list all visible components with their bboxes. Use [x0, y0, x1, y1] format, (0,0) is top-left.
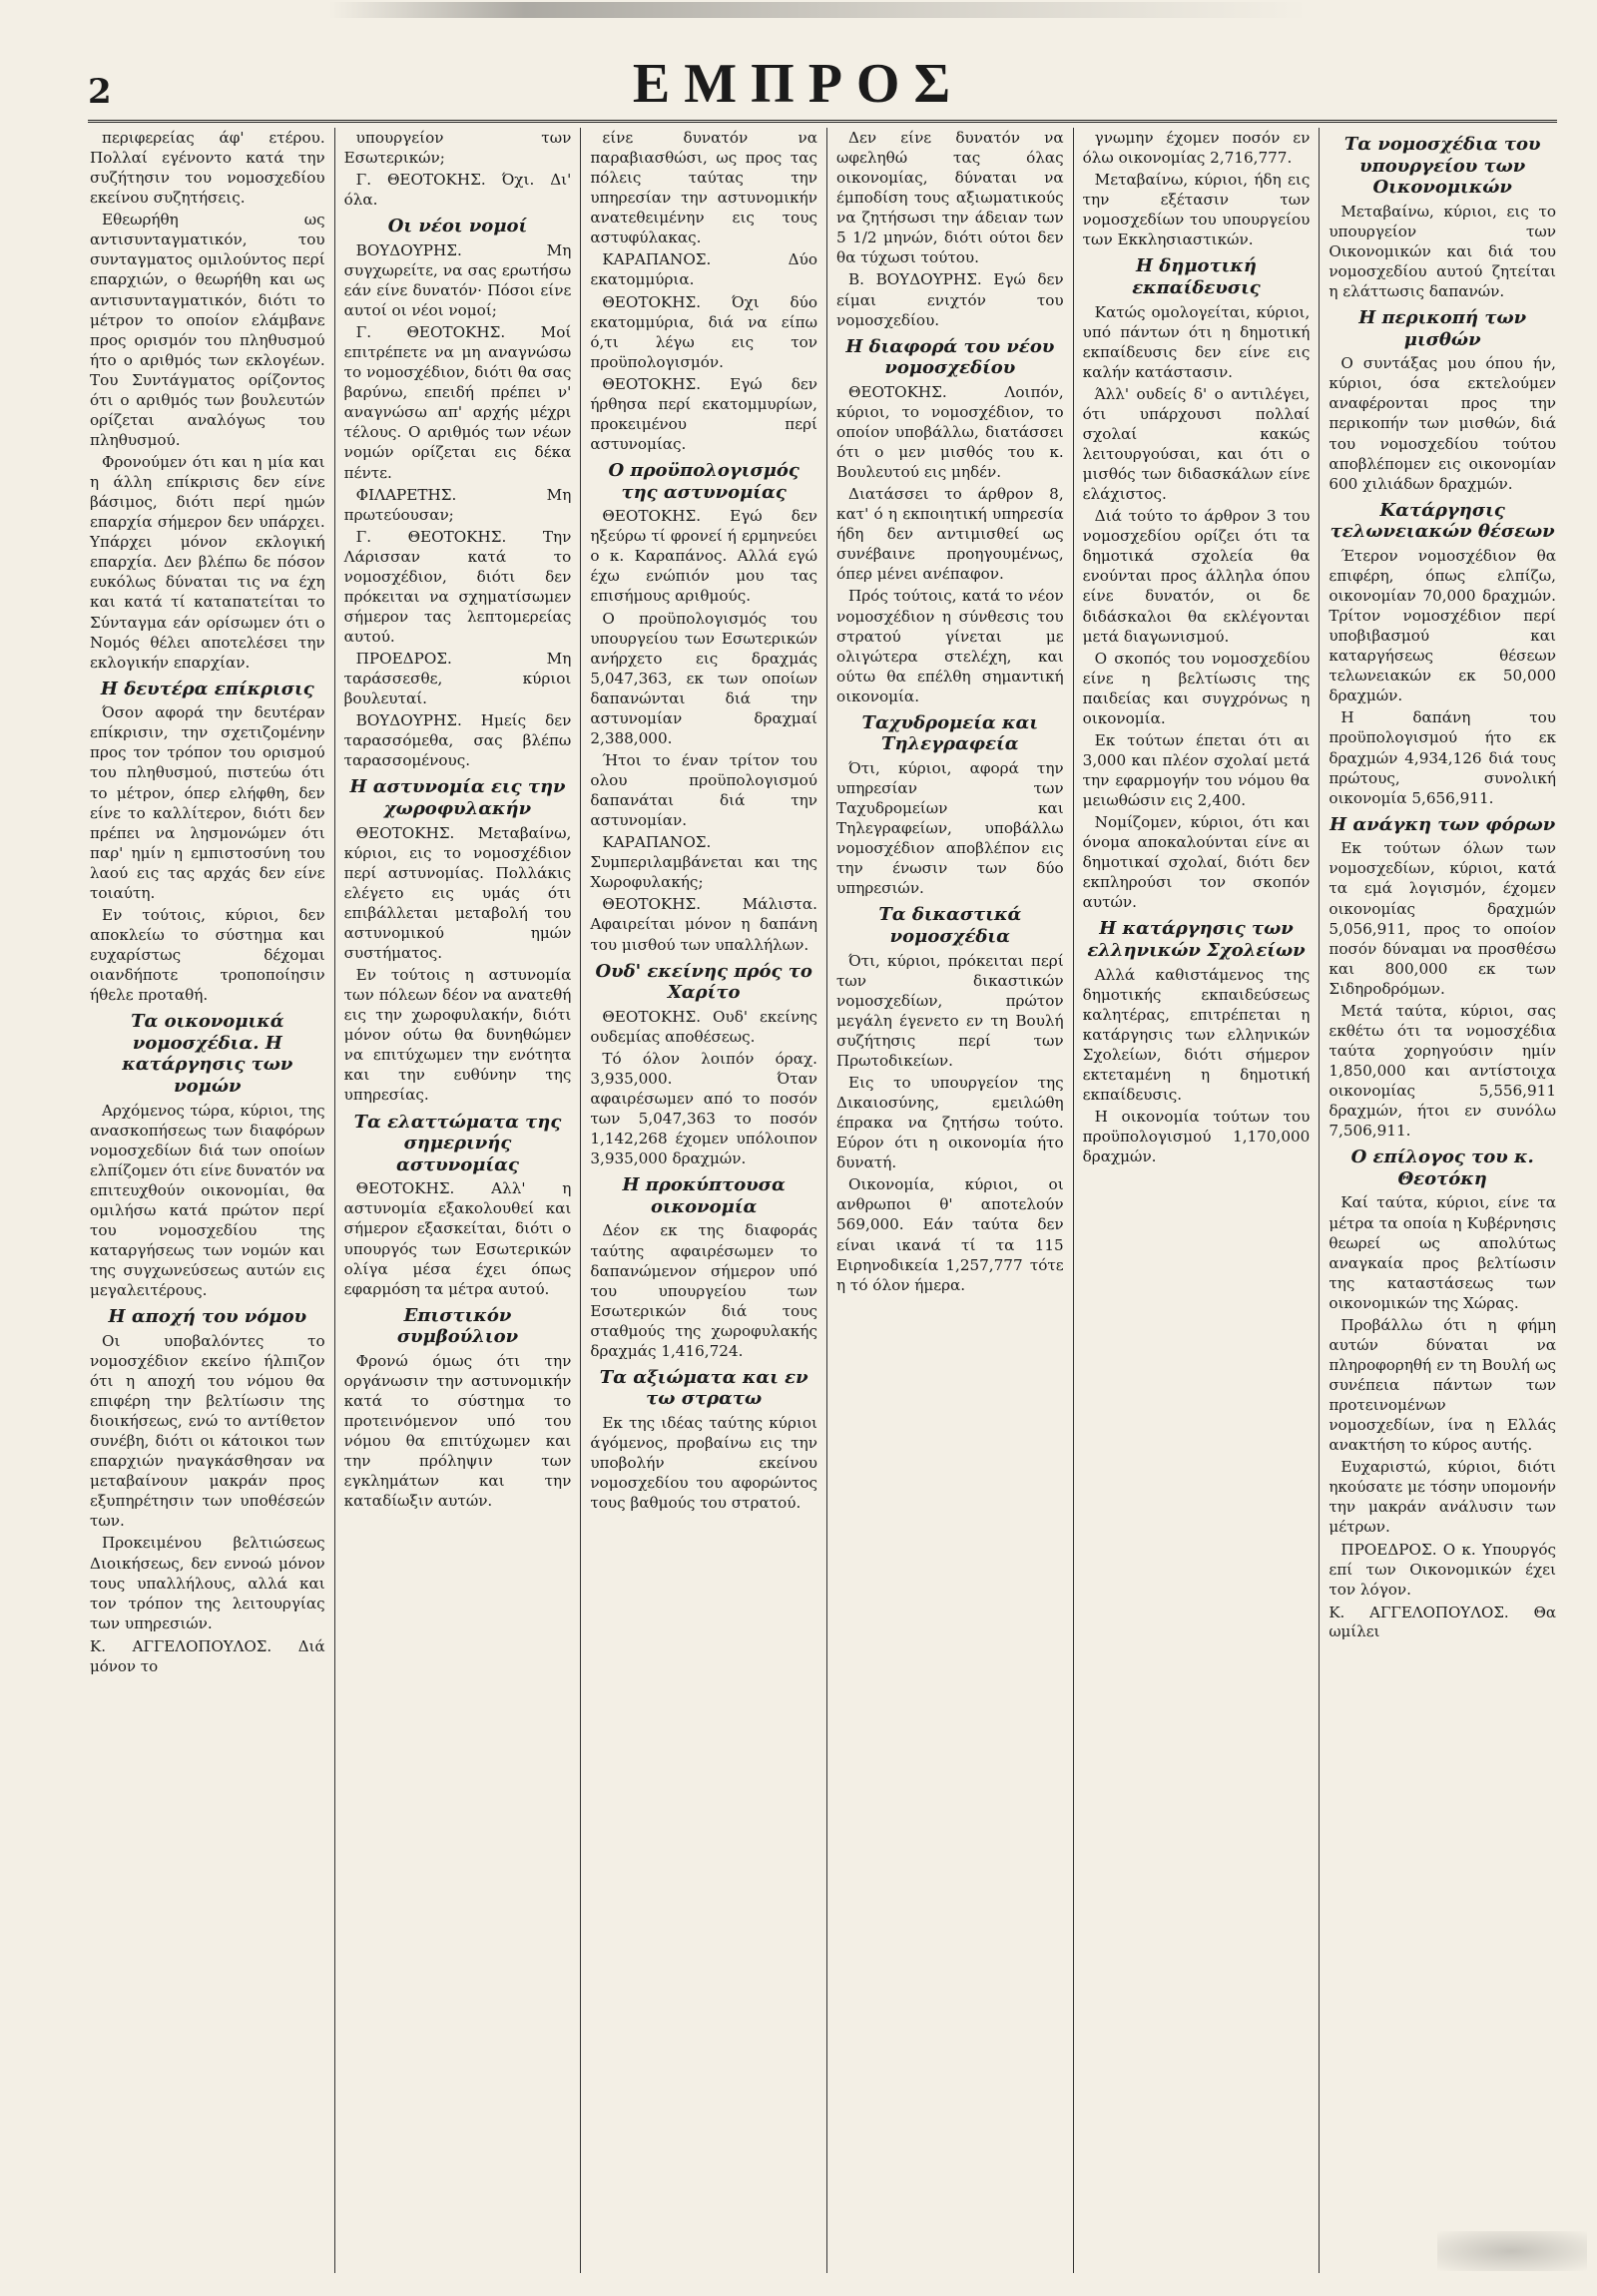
section-heading: Ταχυδρομεία και Τηλεγραφεία: [861, 711, 1039, 755]
article-paragraph: Προκειμένου βελτιώσεως Διοικήσεως, δεν εννοώ μόνον τους υπαλλήλους, αλλά και τον τρόπον της λειτουργίας των υπηρεσιών.: [90, 1534, 325, 1632]
article-paragraph: ΚΑΡΑΠΑΝΟΣ. Συμπεριλαμβάνεται και της Χωροφυλακής;: [590, 833, 817, 892]
article-paragraph: Οι υποβαλόντες το νομοσχέδιον εκείνο ήλπιζον ότι η αποχή του νόμου θα επιφέρη την βελτίωσιν της διοικήσεως, ενώ το αντίθετον συνέβη, διότι οι κάτοικοι των επαρχιών ηναγκάσθησαν να μεταβαίνουν μακράν προς εξυπηρέτησιν των υποθέσεών των.: [90, 1331, 325, 1531]
masthead: ΕΜΠΡΟΣ: [632, 53, 965, 115]
article-paragraph: υπουργείον των Εσωτερικών;: [343, 129, 572, 168]
article-paragraph: Αλλά καθιστάμενος της δημοτικής εκπαιδεύσεως καλητέρας, επιτρέπεται η κατάργησις των ελληνικών Σχολείων, διότι σήμερον εκτεταμένη η δημοτική εκπαίδευσις.: [1082, 965, 1311, 1104]
section-heading: Η προκύπτουσα οικονομία: [622, 1174, 786, 1217]
article-paragraph: ΘΕΟΤΟΚΗΣ. Όχι δύο εκατομμύρια, διά να είπω ό,τι λέγω εις τον προϋπολογισμόν.: [590, 292, 817, 371]
article-paragraph: Ο προϋπολογισμός του υπουργείου των Εσωτερικών ανήρχετο εις δραχμάς 5,047,363, εκ των οποίων δαπανώνται διά την αστυνομίαν δραχμαί 2,388,000.: [590, 609, 817, 747]
section-heading: Κατάργησις τελωνειακών θέσεων: [1330, 499, 1555, 543]
article-paragraph: Ο σκοπός του νομοσχεδίου είνε η βελτίωσις της παιδείας και συγχρόνως η οικονομία.: [1082, 649, 1311, 727]
article-paragraph: Δέον εκ της διαφοράς ταύτης αφαιρέσωμεν το δαπανώμενον σήμερον υπό του υπουργείου των Εσωτερικών διά τους σταθμούς της χωροφυλακής δραχμάς 1,416,724.: [590, 1221, 817, 1360]
article-paragraph: Φρονούμεν ότι και η μία και η άλλη επίκρισις δεν είνε βάσιμος, διότι περί ημών επαρχία σήμερον δεν υπάρχει. Υπάρχει μόνον εκλογική επαρχία. Δεν βλέπω δε πόσον ευκόλως δύναται τις να έχη και κατά τί καταπατείται το Σύνταγμα εάν ορίσωμεν ότι ο Νομός θέλει αποτελέσει την εκλογικήν επαρχίαν.: [90, 453, 325, 672]
article-paragraph: Πρός τούτοις, κατά το νέον νομοσχέδιον η σύνθεσις του στρατού γίνεται με ολιγώτερα στελέχη, και ούτω θα επέλθη σημαντική οικονομία.: [836, 587, 1064, 705]
article-paragraph: Εκ τούτων έπεται ότι αι 3,000 και πλέον σχολαί μετά την εφαρμογήν του νόμου θα μειωθώσιν εις 2,400.: [1082, 730, 1311, 810]
section-heading: Τα οικονομικά νομοσχέδια. Η κατάργησις των νομών: [122, 1011, 293, 1097]
section-heading: Η δημοτική εκπαίδευσις: [1132, 255, 1261, 298]
article-paragraph: Εν τούτοις, κύριοι, δεν αποκλείω το σύστημα και ευχαρίστως δέχομαι οιανδήποτε τροποποίησιν ήθελε προταθή.: [90, 905, 325, 1005]
article-paragraph: γνωμην έχομεν ποσόν εν όλω οικονομίας 2,716,777.: [1082, 129, 1311, 168]
article-paragraph: Γ. ΘΕΟΤΟΚΗΣ. Όχι. Δι' όλα.: [343, 171, 572, 210]
scan-stain: [1437, 2231, 1587, 2271]
article-paragraph: Μεταβαίνω, κύριοι, εις το υπουργείον των Οικονομικών και διά του νομοσχεδίου αυτού ζητείται η ελάττωσις δαπανών.: [1329, 202, 1556, 301]
section-heading: Ο προϋπολογισμός της αστυνομίας: [608, 460, 799, 503]
article-paragraph: Καί ταύτα, κύριοι, είνε τα μέτρα τα οποία η Κυβέρνησις θεωρεί ως απολύτως αναγκαία προς βελτίωσιν της καταστάσεως των οικονομικών της Χώρας.: [1329, 1193, 1556, 1312]
article-columns: [88, 128, 1565, 2273]
article-paragraph: ΘΕΟΤΟΚΗΣ. Ουδ' εκείνης ουδεμίας αποθέσεως.: [590, 1007, 817, 1046]
article-paragraph: Εκ της ιδέας ταύτης κύριοι άγόμενος, προβαίνω εις την υποβολήν εκείνου νομοσχεδίου του αφορώντος τους βαθμούς του στρατού.: [590, 1414, 817, 1513]
column-3: [580, 128, 826, 2273]
article-paragraph: Οικονομία, κύριοι, οι ανθρωποι θ' αποτελούν 569,000. Εάν ταύτα δεν είναι ικανά τί τα 115 Ειρηνοδικεία 1,257,777 τότε η τό όλον ήμερα.: [836, 1175, 1064, 1294]
column-6: [1319, 128, 1565, 2273]
column-4: [826, 128, 1073, 2273]
article-paragraph: Η δαπάνη του προϋπολογισμού ήτο εκ δραχμών 4,934,126 διά τους πρώτους, συνολική οικονομία 5,656,911.: [1329, 708, 1556, 807]
article-paragraph: Τό όλον λοιπόν όραχ. 3,935,000. Όταν αφαιρέσωμεν από το ποσόν των 5,047,363 το ποσόν 1,142,268 έχομεν υπόλοιπον 3,935,000 δραχμών.: [590, 1049, 817, 1168]
section-heading: Ο επίλογος του κ. Θεοτόκη: [1350, 1147, 1534, 1189]
article-paragraph: Ότι, κύριοι, πρόκειται περί των δικαστικών νομοσχεδίων, πρώτον μεγάλη έγενετο εν τη Βουλή συζήτησις περί των Πρωτοδικείων.: [836, 951, 1064, 1070]
article-paragraph: Νομίζομεν, κύριοι, ότι και όνομα αποκαλούνται είνε αι δημοτικαί σχολαί, διότι δεν εκπληρούσι τον σκοπόν αυτών.: [1082, 813, 1311, 912]
section-heading: Ουδ' εκείνης πρός το Χαρίτο: [595, 960, 812, 1004]
section-heading: Τα αξιώματα και εν τω στρατω: [599, 1366, 808, 1410]
article-paragraph: περιφερείας άφ' ετέρου. Πολλαί εγένοντο κατά την συζήτησιν του νομοσχεδίου εκείνου συζητήσεις.: [90, 129, 325, 208]
continuation-line: Κ. ΑΓΓΕΛΟΠΟΥΛΟΣ. Διά μόνον το: [90, 1636, 325, 1675]
section-heading: Επιστικόν συμβούλιον: [396, 1304, 519, 1348]
section-heading: Τα νομοσχέδια του υπουργείου των Οικονομικών: [1343, 134, 1541, 199]
article-paragraph: ΠΡΟΕΔΡΟΣ. Μη ταράσσεσθε, κύριοι βουλευταί.: [343, 650, 572, 708]
article-paragraph: Εις το υπουργείον της Δικαιοσύνης, εμειλώθη έπρακα να ζητήσω τούτο. Εύρον ότι η οικονομία ήτο δυνατή.: [836, 1074, 1064, 1172]
article-paragraph: ΘΕΟΤΟΚΗΣ. Αλλ' η αστυνομία εξακολουθεί και σήμερον εξασκείται, διότι ο υπουργός των Εσωτερικών ολίγα μέσα έχει όπως εφαρμόση τα μέτρα αυτού.: [343, 1179, 572, 1298]
article-paragraph: Εν τούτοις η αστυνομία των πόλεων δέον να ανατεθή εις την χωροφυλακήν, διότι μόνον ούτω θα δυνηθώμεν να επιτύχωμεν την ενότητα και την ευθύνην της υπηρεσίας.: [343, 966, 572, 1105]
section-heading: Η αστυνομία εις την χωροφυλακήν: [349, 776, 566, 820]
column-2: [334, 128, 581, 2273]
section-heading: Η κατάργησις των ελληνικών Σχολείων: [1087, 918, 1306, 962]
article-paragraph: ΒΟΥΔΟΥΡΗΣ. Μη συγχωρείτε, να σας ερωτήσω εάν είνε δυνατόν· Πόσοι είνε αυτοί οι νέοι νομοί;: [343, 240, 572, 320]
article-paragraph: Γ. ΘΕΟΤΟΚΗΣ. Την Λάρισσαν κατά το νομοσχέδιον, διότι δεν πρόκειται να σχηματίσωμεν σήμερον τας λεπτομερείας αυτού.: [343, 527, 572, 647]
section-heading: Η δευτέρα επίκρισις: [100, 678, 314, 699]
section-heading: Τα ελαττώματα της σημερινής αστυνομίας: [353, 1111, 562, 1175]
article-paragraph: ΒΟΥΔΟΥΡΗΣ. Ημείς δεν ταρασσόμεθα, σας βλέπω ταρασσομένους.: [343, 711, 572, 770]
article-paragraph: ΘΕΟΤΟΚΗΣ. Μάλιστα. Αφαιρείται μόνον η δαπάνη του μισθού των υπαλλήλων.: [590, 895, 817, 954]
article-paragraph: ΦΙΛΑΡΕΤΗΣ. Μη πρωτεύουσαν;: [343, 485, 572, 524]
article-paragraph: Ο συντάξας μου όπου ήν, κύριοι, όσα εκτελούμεν αναφέρονται προς την περικοπήν των μισθών, διά του νομοσχεδίου τούτου αποβλέπομεν εις οικονομίαν 600 χιλιάδων δραχμών.: [1329, 354, 1556, 493]
section-heading: Η αποχή του νόμου: [108, 1306, 307, 1328]
article-paragraph: Έτερον νομοσχέδιον θα επιφέρη, όπως ελπίζω, οικονομίαν 70,000 δραχμών. Τρίτον νομοσχέδιον περί υποβιβασμού και καταργήσεως θέσεων τελωνειακών εκ 50,000 δραχμών.: [1329, 546, 1556, 705]
article-paragraph: Εκ τούτων όλων των νομοσχεδίων, κύριοι, κατά τα εμά λογισμόν, έχομεν οικονομίας δραχμών 5,056,911, προς το οποίον ποσόν δύναμαι να προσθέσω και 800,000 εκ των Σιδηροδρόμων.: [1329, 839, 1556, 998]
article-paragraph: Η οικονομία τούτων του προϋπολογισμού 1,170,000 δραχμών.: [1082, 1108, 1311, 1166]
article-paragraph: Όσον αφορά την δευτέραν επίκρισιν, την σχετιζομένην προς τον τρόπον του ορισμού του πληθυσμού, πιστεύω ότι το μέτρον, όπερ ελήφθη, δεν είνε το καλλίτερον, διότι δεν πρέπει να λησμονώμεν ότι παρ' ημίν η εμπιστοσύνη του λαού εις τας αρχάς δεν είνε τοιαύτη.: [90, 703, 325, 902]
column-1: [88, 128, 334, 2273]
article-paragraph: ΘΕΟΤΟΚΗΣ. Λοιπόν, κύριοι, το νομοσχέδιον, το οποίον υποβάλλω, διατάσσει ότι ο μεν μισθός του κ. Βουλευτού εις μηδέν.: [836, 382, 1064, 482]
article-paragraph: Προβάλλω ότι η φήμη αυτών δύναται να πληροφορηθή εν τη Βουλή ως συνέπεια πάντων των προτεινομένων νομοσχεδίων, ίνα η Ελλάς ανακτήση το κύρος αυτής.: [1329, 1315, 1556, 1455]
article-paragraph: Διά τούτο το άρθρον 3 του νομοσχεδίου ορίζει ότι τα δημοτικά σχολεία θα ενούνται προς άλληλα όπου είνε δυνατόν, οι δε διδάσκαλοι θα εκλέγονται μετά διαγωνισμού.: [1082, 507, 1311, 646]
article-paragraph: είνε δυνατόν να παραβιασθώσι, ως προς τας πόλεις ταύτας την υπηρεσίαν την αστυνομικήν ανατεθειμένην εις τους αστυφύλακας.: [590, 129, 817, 247]
article-paragraph: Γ. ΘΕΟΤΟΚΗΣ. Μοί επιτρέπετε να μη αναγνώσω το νομοσχέδιον, διότι θα σας βαρύνω, επειδή πρέπει ν' αναγνώσω απ' αρχής μέχρι τέλους. Ο αριθμός των νέων νομών ορίζεται εις δέκα πέντε.: [343, 323, 572, 482]
article-paragraph: ΘΕΟΤΟΚΗΣ. Εγώ δεν ήρθησα περί εκατομμυρίων, προκειμένου περί αστυνομίας.: [590, 374, 817, 453]
article-paragraph: Άλλ' ουδείς δ' ο αντιλέγει, ότι υπάρχουσι πολλαί σχολαί κακώς λειτουργούσαι, και ότι ο μισθός των διδασκάλων είνε ελάχιστος.: [1082, 384, 1311, 504]
continuation-line: Κ. ΑΓΓΕΛΟΠΟΥΛΟΣ. Θα ωμίλει: [1329, 1603, 1556, 1641]
column-5: [1073, 128, 1320, 2273]
article-paragraph: Β. ΒΟΥΔΟΥΡΗΣ. Εγώ δεν είμαι ενιχτόν του νομοσχεδίου.: [836, 270, 1064, 329]
article-paragraph: ΠΡΟΕΔΡΟΣ. Ο κ. Υπουργός επί των Οικονομικών έχει τον λόγον.: [1329, 1540, 1556, 1599]
article-paragraph: Ήτοι το έναν τρίτον του ολου προϋπολογισμού δαπανάται διά την αστυνομίαν.: [590, 750, 817, 830]
article-paragraph: Αρχόμενος τώρα, κύριοι, της ανασκοπήσεως των διαφόρων νομοσχεδίων διά των οποίων ελπίζομεν ότι είνε δυνατόν να επιτευχθούν οικονομίαι, θα ομιλήσω κατά πρώτον περί του νομοσχεδίου της καταργήσεως των νομών και της συγχωνεύσεως αυτών εις μεγαλειτέρους.: [90, 1101, 325, 1300]
article-paragraph: Ότι, κύριοι, αφορά την υπηρεσίαν των Ταχυδρομείων και Τηλεγραφείων, υποβάλλω νομοσχέδιον αποβλέπον εις την ένωσιν των δύο υπηρεσιών.: [836, 759, 1064, 898]
article-paragraph: Κατώς ομολογείται, κύριοι, υπό πάντων ότι η δημοτική εκπαίδευσις δεν είνε εις καλήν κατάστασιν.: [1082, 302, 1311, 381]
scan-smudge: [329, 2, 1308, 18]
article-paragraph: Εθεωρήθη ως αντισυνταγματικόν, του συνταγματος ομιλούντος περί επαρχιών, ο θεωρήθη και ως αντισυνταγματικόν, διότι το μέτρον το οποίον ελάμβανε προς ορισμόν του πληθυσμού ήτο ο αριθμός των εκλογέων. Του Συντάγματος ορίζοντος ότι ο αριθμός των βουλευτών ορίζεται αναλόγως του πληθυσμού.: [90, 211, 325, 449]
article-paragraph: Μετά ταύτα, κύριοι, σας εκθέτω ότι τα νομοσχέδια ταύτα χορηγούσιν ημίν 1,850,000 και αντίστοιχα οικονομίας 5,556,911 δραχμών, ήτοι εν συνόλω 7,506,911.: [1329, 1001, 1556, 1141]
article-paragraph: Ευχαριστώ, κύριοι, διότι ηκούσατε με τόσην υπομονήν την μακράν ανάλυσιν των μέτρων.: [1329, 1458, 1556, 1537]
section-heading: Η διαφορά του νέου νομοσχεδίου: [845, 335, 1055, 379]
section-heading: Οι νέοι νομοί: [387, 216, 528, 237]
article-paragraph: Φρονώ όμως ότι την οργάνωσιν την αστυνομικήν κατά το σύστημα το προτεινόμενον υπό του νόμου θα επιτύχωμεν και την πρόληψιν των εγκλημάτων και την καταδίωξιν αυτών.: [343, 1351, 572, 1511]
page-number: 2: [88, 72, 112, 112]
article-paragraph: Μεταβαίνω, κύριοι, ήδη εις την εξέτασιν των νομοσχεδίων του υπουργείου των Εκκλησιαστικών.: [1082, 171, 1311, 249]
section-heading: Η περικοπή των μισθών: [1358, 307, 1527, 350]
article-paragraph: ΚΑΡΑΠΑΝΟΣ. Δύο εκατομμύρια.: [590, 250, 817, 289]
article-paragraph: Δεν είνε δυνατόν να ωφεληθώ τας όλας οικονομίας, δύναται να έμποδίση τους αξιωματικούς να ζητήσωσι την άδειαν των 5 1/2 μηνών, διότι ούτοι δεν θα τύχωσι τούτου.: [836, 129, 1064, 267]
section-heading: Η ανάγκη των φόρων: [1330, 813, 1556, 835]
article-paragraph: ΘΕΟΤΟΚΗΣ. Μεταβαίνω, κύριοι, εις το νομοσχέδιον περί αστυνομίας. Πολλάκις ελέγετο εις υμάς ότι επιβάλλεται μεταβολή του αστυνομικού ημών συστήματος.: [343, 823, 572, 963]
article-paragraph: ΘΕΟΤΟΚΗΣ. Εγώ δεν ηξεύρω τί φρονεί ή ερμηνεύει ο κ. Καραπάνος. Αλλά εγώ έχω ενώπιόν μου τας επισήμους αριθμούς.: [590, 507, 817, 606]
article-paragraph: Διατάσσει το άρθρον 8, κατ' ό η εκποιητική υπηρεσία ήδη δεν αντιμισθεί ως συνέβαινε προηγουμένως, όπερ μένει ανέπαφον.: [836, 485, 1064, 584]
section-heading: Τα δικαστικά νομοσχέδια: [878, 904, 1022, 948]
header-rule: [88, 120, 1557, 123]
